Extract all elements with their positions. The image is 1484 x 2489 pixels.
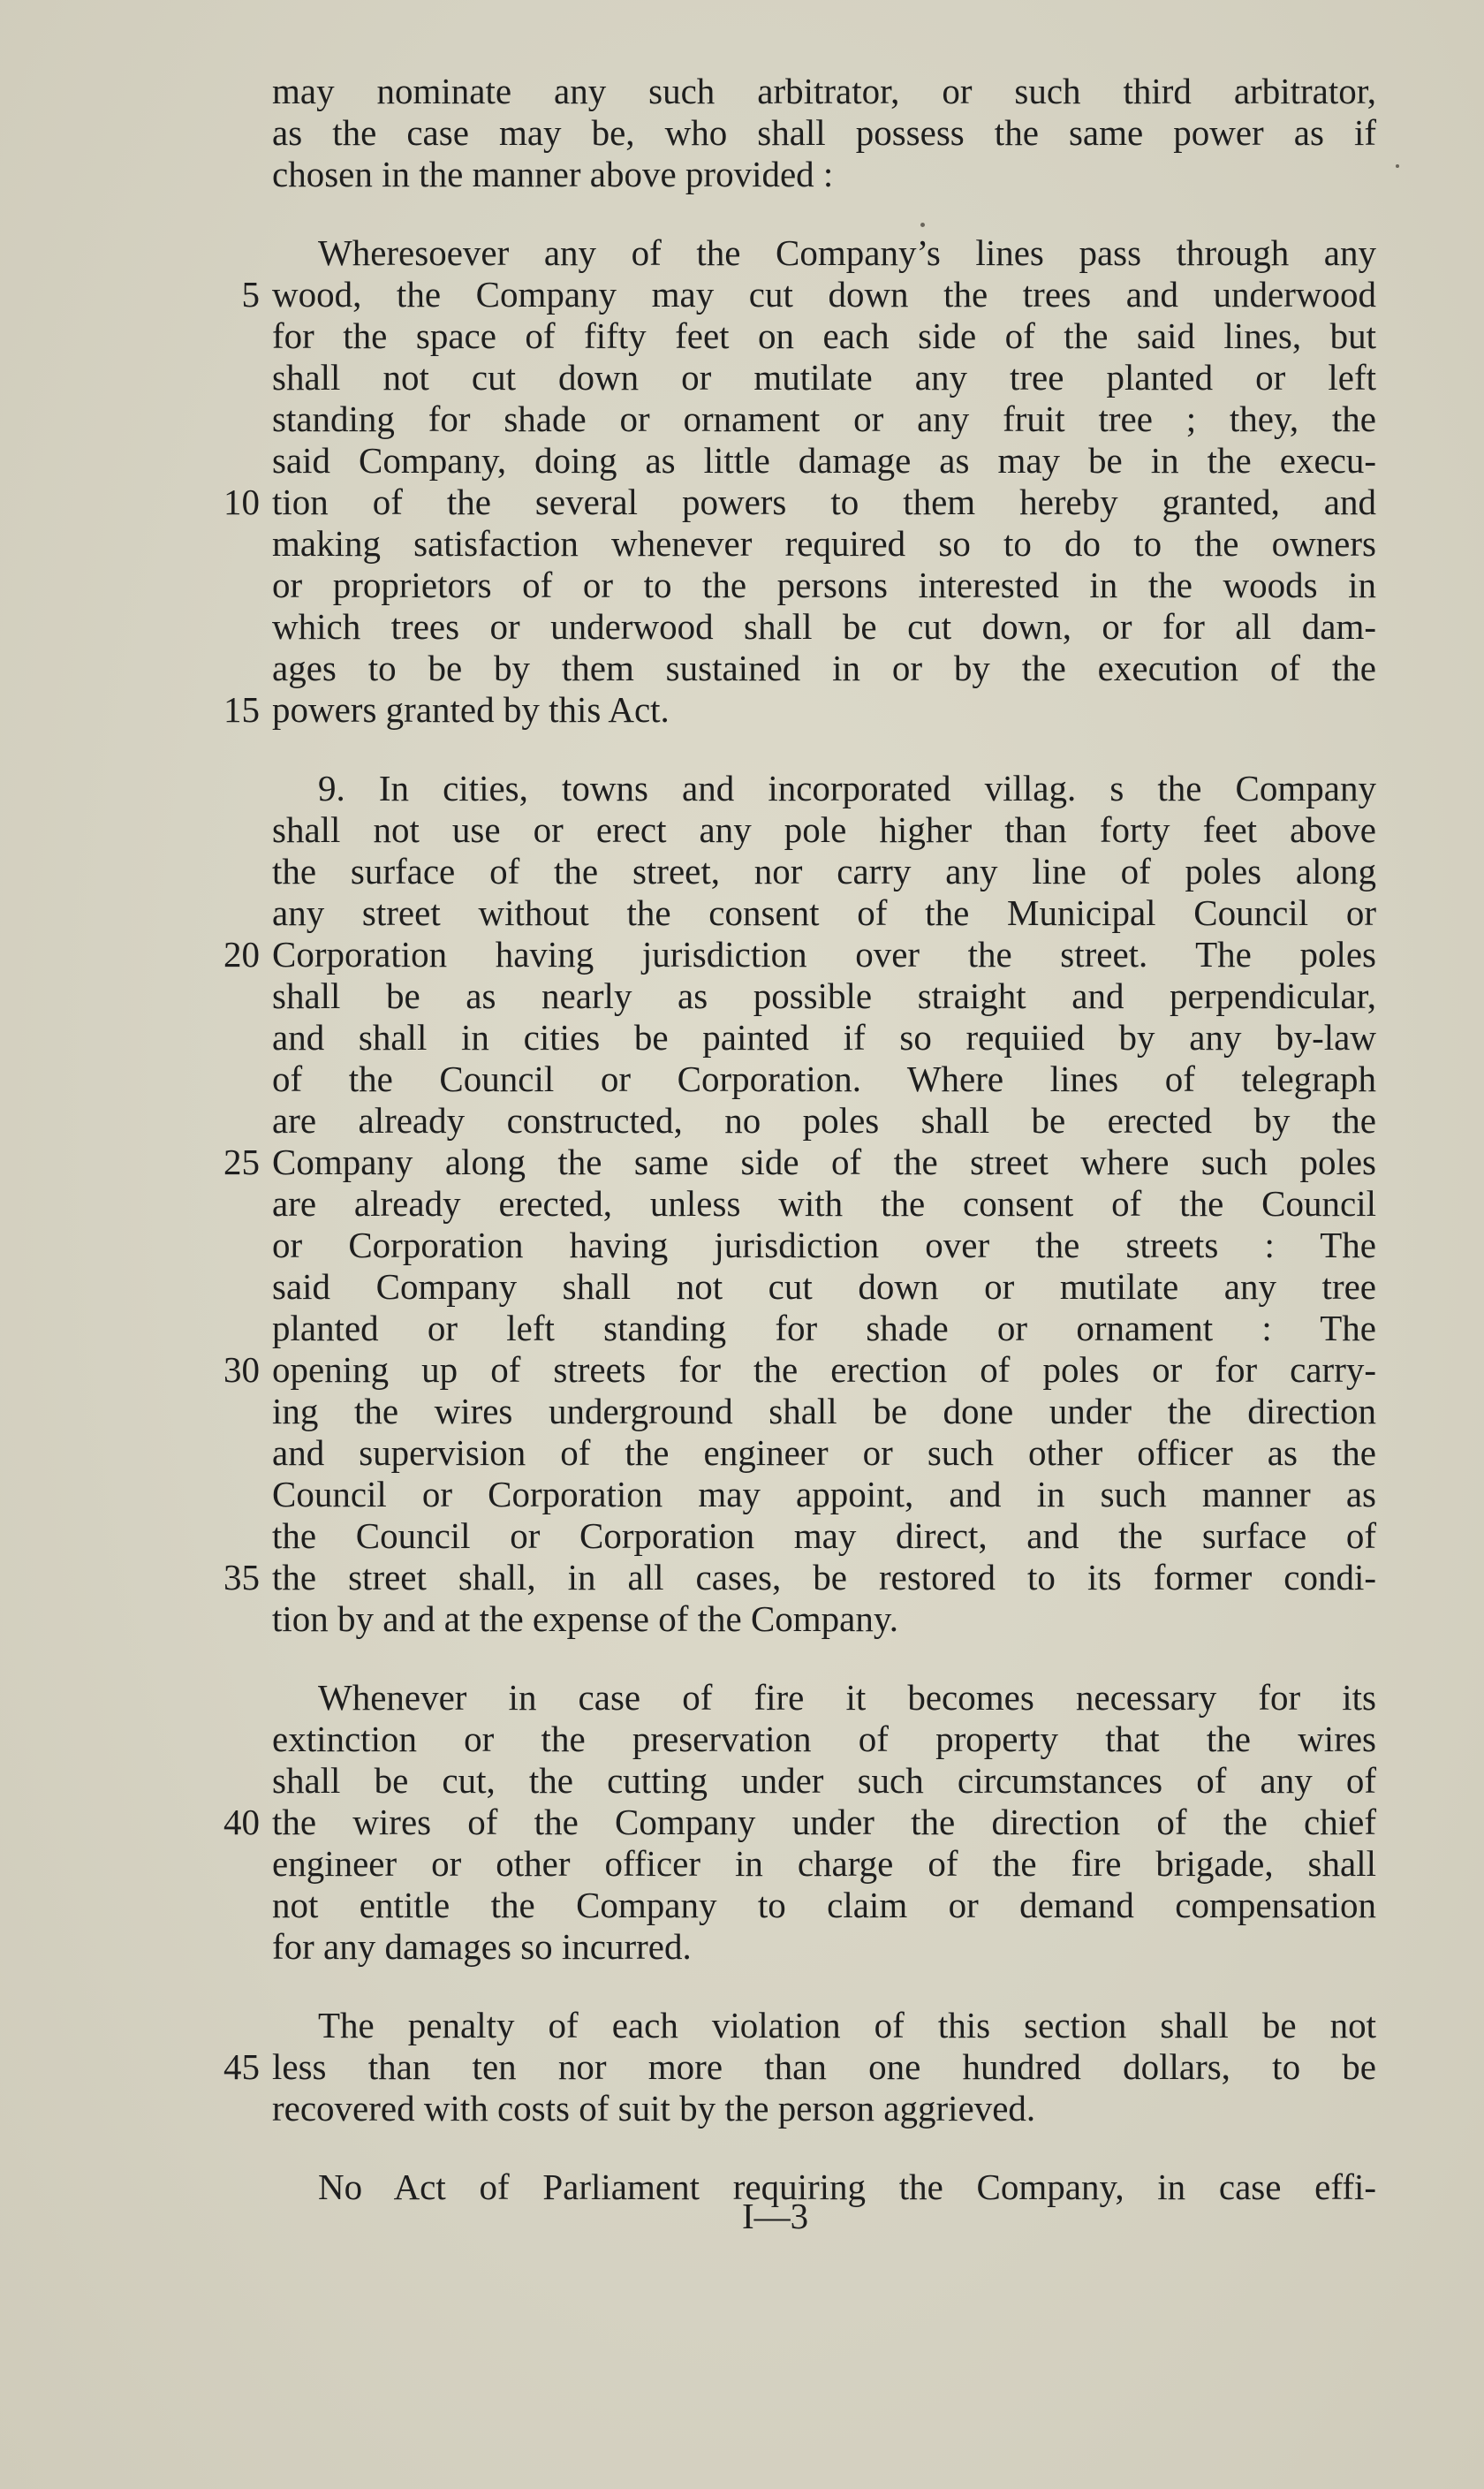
text-line: or proprietors of or to the persons interested in the woods in bbox=[272, 565, 1376, 605]
text-line: are already constructed, no poles shall be erected by the bbox=[272, 1100, 1376, 1141]
text-line: ages to be by them sustained in or by the execution of the bbox=[272, 648, 1376, 688]
text-line: the Council or Corporation may direct, and the surface of bbox=[272, 1515, 1376, 1556]
line-number: 15 bbox=[223, 689, 260, 730]
line-number: 20 bbox=[223, 934, 260, 975]
text-line: Whenever in case of fire it becomes necessary for its bbox=[318, 1677, 1376, 1718]
text-line: which trees or underwood shall be cut down, or for all dam- bbox=[272, 606, 1376, 647]
text-line: chosen in the manner above provided : bbox=[272, 154, 834, 194]
text-line: Wheresoever any of the Company’s lines pass through any bbox=[318, 232, 1376, 273]
line-number: 10 bbox=[223, 482, 260, 522]
text-line: 9. In cities, towns and incorporated villag. s the Company bbox=[318, 768, 1376, 808]
text-line: making satisfaction whenever required so to do to the owners bbox=[272, 523, 1376, 564]
text-line: Council or Corporation may appoint, and in such manner as bbox=[272, 1474, 1376, 1514]
paper-speck bbox=[1396, 164, 1399, 168]
line-number: 25 bbox=[223, 1142, 260, 1182]
text-line: standing for shade or ornament or any fruit tree ; they, the bbox=[272, 398, 1376, 439]
line-number: 30 bbox=[223, 1349, 260, 1390]
text-line: as the case may be, who shall possess the same power as if bbox=[272, 112, 1376, 153]
line-number: 35 bbox=[223, 1557, 260, 1597]
text-line: opening up of streets for the erection of poles or for carry- bbox=[272, 1349, 1376, 1390]
text-line: Company along the same side of the street where such poles bbox=[272, 1142, 1376, 1182]
text-line: ing the wires underground shall be done under the direction bbox=[272, 1391, 1376, 1431]
text-line: recovered with costs of suit by the person aggrieved. bbox=[272, 2088, 1036, 2129]
line-number: 40 bbox=[223, 1802, 260, 1842]
text-line: tion by and at the expense of the Company. bbox=[272, 1598, 898, 1639]
text-line: powers granted by this Act. bbox=[272, 689, 670, 730]
text-line: the wires of the Company under the direction of the chief bbox=[272, 1802, 1376, 1842]
page-number: I—3 bbox=[742, 2196, 809, 2236]
text-line: extinction or the preservation of property that the wires bbox=[272, 1719, 1376, 1759]
text-line: or Corporation having jurisdiction over the streets : The bbox=[272, 1225, 1376, 1265]
text-line: not entitle the Company to claim or demand compensation bbox=[272, 1885, 1376, 1925]
text-line: of the Council or Corporation. Where lines of telegraph bbox=[272, 1059, 1376, 1099]
text-line: shall not cut down or mutilate any tree planted or left bbox=[272, 357, 1376, 398]
text-line: any street without the consent of the Municipal Council or bbox=[272, 892, 1376, 933]
line-number: 45 bbox=[223, 2046, 260, 2087]
text-line: less than ten nor more than one hundred dollars, to be bbox=[272, 2046, 1376, 2087]
text-line: the surface of the street, nor carry any line of poles along bbox=[272, 851, 1376, 892]
text-line: for any damages so incurred. bbox=[272, 1926, 692, 1967]
text-line: and supervision of the engineer or such other officer as the bbox=[272, 1432, 1376, 1473]
text-line: for the space of fifty feet on each side of the said lines, but bbox=[272, 315, 1376, 356]
paper-speck bbox=[920, 223, 925, 227]
text-line: Corporation having jurisdiction over the street. The poles bbox=[272, 934, 1376, 975]
text-line: shall be cut, the cutting under such circumstances of any of bbox=[272, 1760, 1376, 1801]
text-line: wood, the Company may cut down the trees and underwood bbox=[272, 274, 1376, 315]
line-number: 5 bbox=[241, 274, 260, 315]
text-line: are already erected, unless with the consent of the Council bbox=[272, 1183, 1376, 1224]
text-line: said Company shall not cut down or mutilate any tree bbox=[272, 1266, 1376, 1307]
text-line: engineer or other officer in charge of the fire brigade, shall bbox=[272, 1843, 1376, 1884]
text-line: planted or left standing for shade or ornament : The bbox=[272, 1308, 1376, 1348]
text-line: tion of the several powers to them hereby granted, and bbox=[272, 482, 1376, 522]
text-line: shall be as nearly as possible straight and perpendicular, bbox=[272, 975, 1376, 1016]
text-line: shall not use or erect any pole higher than forty feet above bbox=[272, 809, 1376, 850]
text-line: said Company, doing as little damage as may be in the execu- bbox=[272, 440, 1376, 481]
text-line: may nominate any such arbitrator, or such third arbitrator, bbox=[272, 71, 1376, 111]
text-line: No Act of Parliament requiring the Company, in case effi- bbox=[318, 2166, 1376, 2207]
text-line: and shall in cities be painted if so requiied by any by-law bbox=[272, 1017, 1376, 1058]
text-line: The penalty of each violation of this section shall be not bbox=[318, 2005, 1376, 2045]
text-line: the street shall, in all cases, be restored to its former condi- bbox=[272, 1557, 1376, 1597]
